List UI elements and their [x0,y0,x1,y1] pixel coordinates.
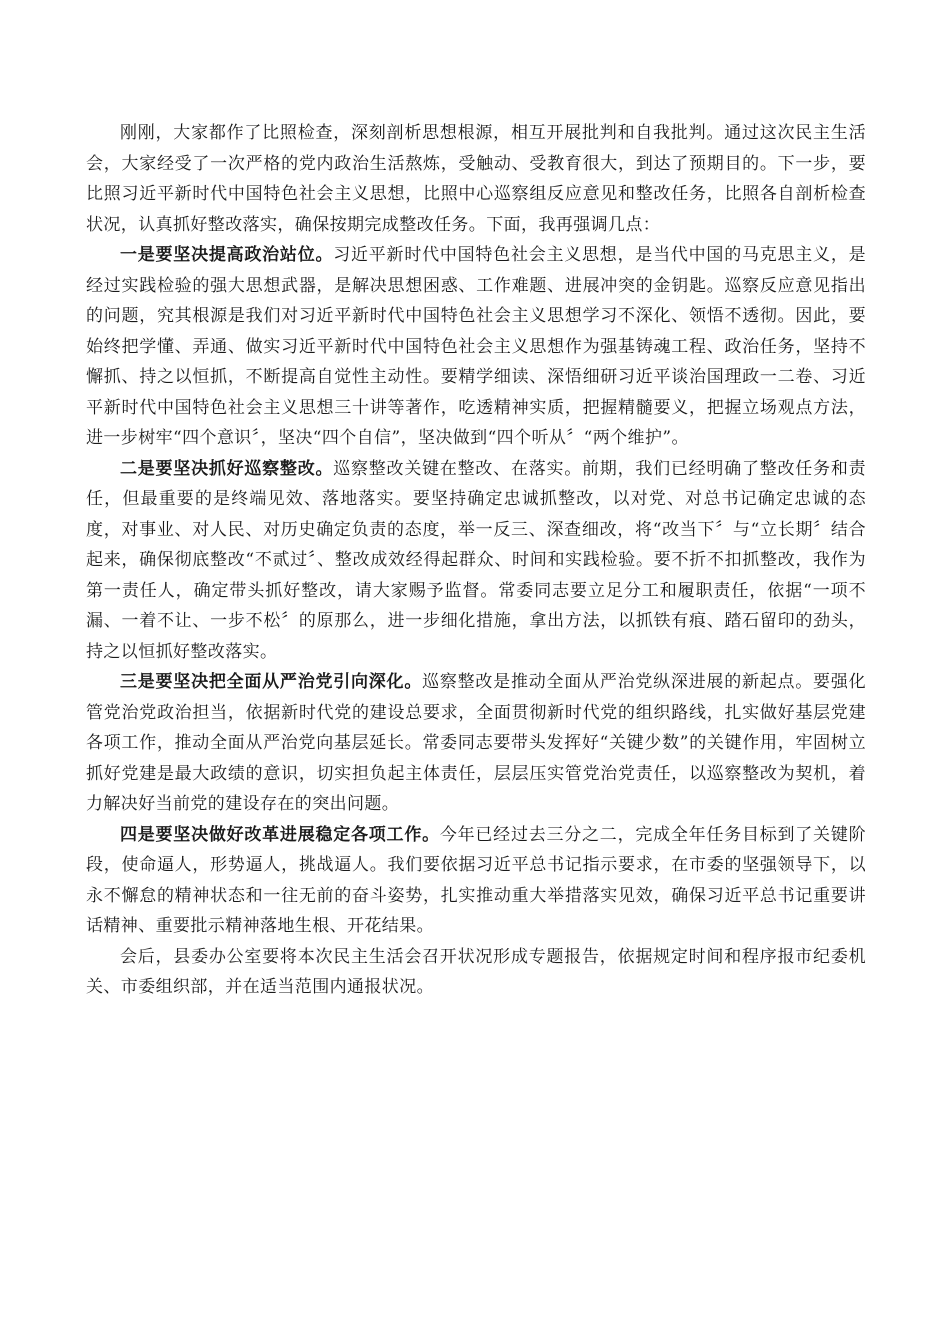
paragraph-lead: 二是要坚决抓好巡察整改。 [120,458,334,479]
paragraph-text: 巡察整改关键在整改、在落实。前期，我们已经明确了整改任务和责任，但最重要的是终端见效、落地落实。要坚持确定忠诚抓整改，以对党、对总书记确定忠诚的态度，对事业、对人民、对历史确定负责的态度，举一反三、深查细改，将“改当下〞与“立长期〞结合起来，确保彻底整改“不贰过〞、整改成效经得起群众、时间和实践检验。要不折不扣抓整改，我作为第一责任人，确定带头抓好整改，请大家赐予监督。常委同志要立足分工和履职责任，依据“一项不漏、一着不让、一步不松〞的原那么，进一步细化措施，拿出方法，以抓铁有痕、踏石留印的劲头，持之以恒抓好整改落实。 [86,458,866,662]
paragraph-lead: 三是要坚决把全面从严治党引向深化。 [120,672,423,692]
paragraph-lead: 一是要坚决提高政治站位。 [120,245,334,265]
paragraph-point-3 [86,667,866,820]
paragraph-lead: 四是要坚决做好改革进展稳定各项工作。 [120,824,440,845]
paragraph-text: 巡察整改是推动全面从严治党纵深进展的新起点。要强化管党治党政治担当，依据新时代党的建设总要求，全面贯彻新时代党的组织路线，扎实做好基层党建各项工作，推动全面从严治党向基层延长。常委同志要带头发挥好“关键少数”的关键作用，牢固树立抓好党建是最大政绩的意识，切实担负起主体责任，层层压实管党治党责任，以巡察整改为契机，着力解决好当前党的建设存在的突出问题。 [86,672,866,814]
paragraph-point-4 [86,820,866,942]
document-page [86,118,866,1003]
paragraph-text: 今年已经过去三分之二，完成全年任务目标到了关键阶段，使命逼人，形势逼人，挑战逼人。我们要依据习近平总书记指示要求，在市委的坚强领导下，以永不懈怠的精神状态和一往无前的奋斗姿势，扎实推动重大举措落实见效，确保习近平总书记重要讲话精神、重要批示精神落地生根、开花结果。 [86,824,866,936]
paragraph-intro [86,118,866,240]
paragraph-point-1 [86,240,866,454]
paragraph-closing [86,942,866,1003]
paragraph-text: 刚刚，大家都作了比照检查，深刻剖析思想根源，相互开展批判和自我批判。通过这次民主生活会，大家经受了一次严格的党内政治生活熬炼，受触动、受教育很大，到达了预期目的。下一步，要比照习近平新时代中国特色社会主义思想，比照中心巡察组反应意见和整改任务，比照各自剖析检查状况，认真抓好整改落实，确保按期完成整改任务。下面，我再强调几点： [86,123,866,235]
paragraph-text: 习近平新时代中国特色社会主义思想，是当代中国的马克思主义，是经过实践检验的强大思想武器，是解决思想困惑、工作难题、进展冲突的金钥匙。巡察反应意见指出的问题，究其根源是我们对习近平新时代中国特色社会主义思想学习不深化、领悟不透彻。因此，要始终把学懂、弄通、做实习近平新时代中国特色社会主义思想作为强基铸魂工程、政治任务，坚持不懈抓、持之以恒抓，不断提高自觉性主动性。要精学细读、深悟细研习近平谈治国理政一二卷、习近平新时代中国特色社会主义思想三十讲等著作，吃透精神实质，把握精髓要义，把握立场观点方法，进一步树牢“四个意识〞，坚决“四个自信”，坚决做到“四个听从〞“两个维护”。 [86,245,866,448]
paragraph-point-2 [86,454,866,668]
paragraph-text: 会后，县委办公室要将本次民主生活会召开状况形成专题报告，依据规定时间和程序报市纪委机关、市委组织部，并在适当范围内通报状况。 [86,946,866,997]
